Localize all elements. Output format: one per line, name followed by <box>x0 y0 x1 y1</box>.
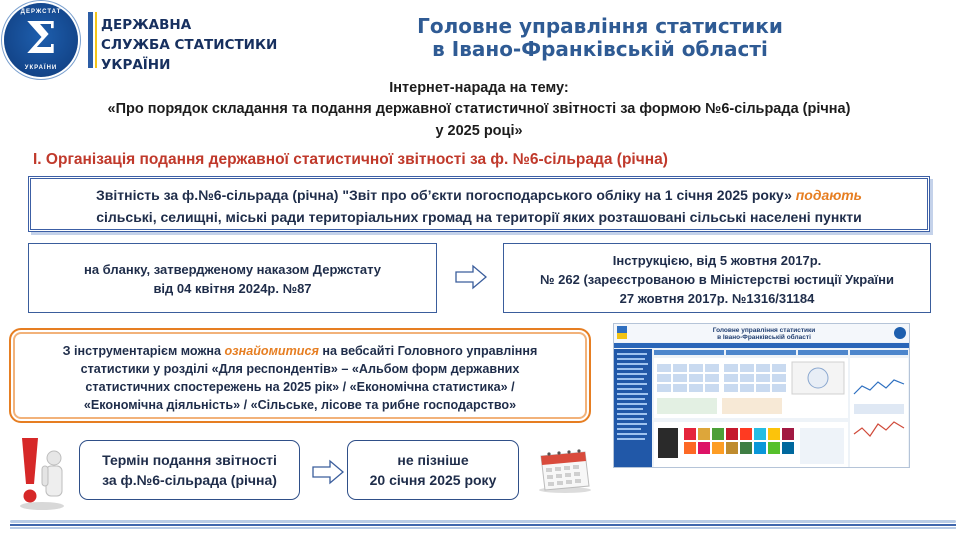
instruction-box <box>503 243 931 313</box>
toolkit-line3: статистичних спостережень на 2025 рік» / «Економічна статистика» / <box>85 380 515 394</box>
org-name-line3: УКРАЇНИ <box>101 57 171 73</box>
logo-ring-top-text: ДЕРЖСТАТ <box>20 9 62 15</box>
toolkit-line1-post: на вебсайті Головного управління <box>322 344 538 358</box>
exclamation-icon <box>12 432 70 512</box>
toolkit-info-box <box>9 328 591 423</box>
deadline-label-line1: Термін подання звітності <box>102 452 277 468</box>
form-approval-box <box>28 243 437 313</box>
intro-line-3: у 2025 році» <box>435 123 523 139</box>
organization-name <box>101 15 277 75</box>
thumb-title-line2: в Івано-Франківській області <box>717 334 811 341</box>
calendar-icon <box>535 444 593 494</box>
footer-rule-light-bottom <box>10 527 956 529</box>
thumb-title-line1: Головне управління статистики <box>712 327 816 334</box>
deadline-date-line1: не пізніше <box>397 452 469 468</box>
website-thumbnail-image <box>614 324 910 468</box>
instruction-line3: 27 жовтня 2017р. №1316/31184 <box>619 291 815 306</box>
form-approval-line1: на бланку, затвердженому наказом Держстату <box>83 262 382 277</box>
sigma-icon: Σ <box>25 13 57 64</box>
reporting-info-box <box>28 176 930 232</box>
form-approval-line2: від 04 квітня 2024р. №87 <box>153 281 312 296</box>
page-title-line1: Головне управління статистики <box>417 14 783 38</box>
reporting-info-line1 <box>31 187 927 203</box>
reporting-info-highlight: подають <box>795 187 862 203</box>
deadline-date-line2: 20 січня 2025 року <box>369 472 497 488</box>
arrow-right-icon <box>455 264 487 290</box>
header-divider-yellow <box>95 12 97 68</box>
page-title-line2: в Івано-Франківській області <box>432 37 768 61</box>
intro-line-1: Інтернет-нарада на тему: <box>389 80 569 96</box>
page-title <box>380 15 820 61</box>
instruction-line2: № 262 (зареєстрованою в Міністерстві юстиції України <box>540 272 894 287</box>
arrow-right-icon <box>312 459 344 485</box>
reporting-info-line2: сільські, селищні, міські ради територіальних громад на території яких розташовані сільські населені пункти <box>96 209 862 225</box>
org-name-line1: ДЕРЖАВНА <box>101 17 192 33</box>
instruction-line1: Інструкцією, від 5 жовтня 2017р. <box>612 253 822 268</box>
footer-rule-light <box>10 520 956 523</box>
toolkit-line2: статистики у розділі «Для респондентів» – «Альбом форм державних <box>80 362 520 376</box>
toolkit-line1 <box>11 344 589 358</box>
header-divider-blue <box>88 12 93 68</box>
toolkit-highlight: ознайомитися <box>224 344 319 358</box>
deadline-label-box <box>79 440 300 500</box>
toolkit-line1-pre: З інструментарієм можна <box>62 344 221 358</box>
footer-rule-dark <box>10 524 956 526</box>
derzhstat-logo <box>4 3 78 77</box>
intro-line-2: «Про порядок складання та подання державної статистичної звітності за формою №6-сільрада (річна) <box>107 101 851 117</box>
deadline-label-line2: за ф.№6-сільрада (річна) <box>102 472 277 488</box>
toolkit-line4: «Економічна діяльність» / «Сільське, лісове та рибне господарство» <box>83 398 517 412</box>
website-screenshot <box>613 323 910 468</box>
deadline-date-box <box>347 440 519 500</box>
reporting-info-text: Звітність за ф.№6-сільрада (річна) "Звіт про об’єкти погосподарського обліку на 1 січня 2025 року» <box>96 187 792 203</box>
logo-ring-bottom-text: УКРАЇНИ <box>24 65 58 71</box>
section-title: І. Організація подання державної статистичної звітності за ф. №6-сільрада (річна) <box>33 151 668 168</box>
org-name-line2: СЛУЖБА СТАТИСТИКИ <box>101 37 278 53</box>
